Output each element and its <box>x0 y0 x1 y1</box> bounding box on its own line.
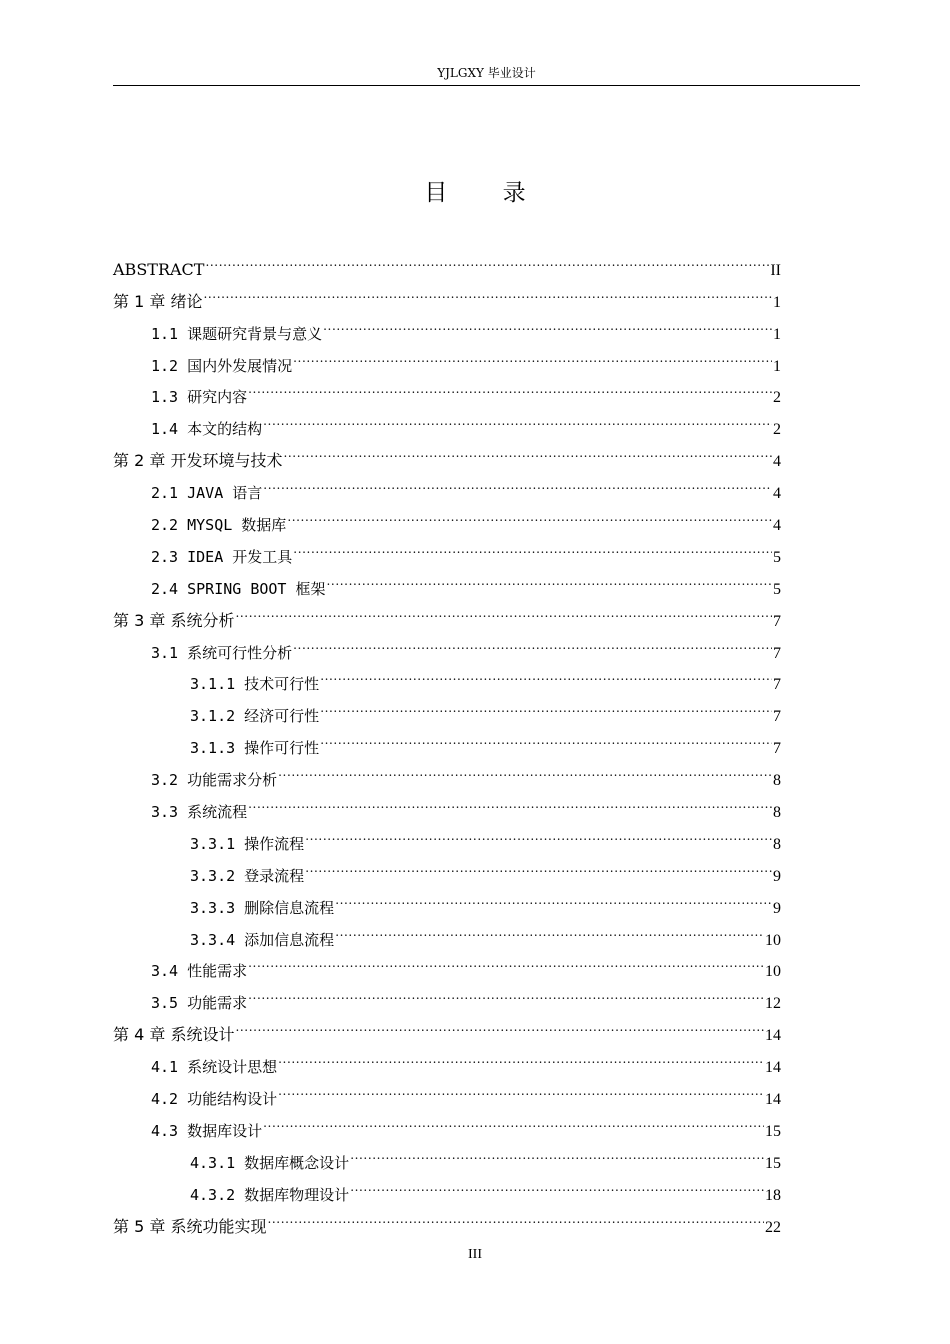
toc-dot-leader <box>350 1168 764 1200</box>
toc-entry-label: 第 2 章 开发环境与技术 <box>113 451 283 471</box>
toc-entry-page: 14 <box>765 1059 781 1077</box>
toc-dot-leader <box>263 466 772 498</box>
toc-entry-label: 4.2 功能结构设计 <box>151 1090 278 1109</box>
toc-entry-label: 3.3.3 删除信息流程 <box>190 898 335 917</box>
toc-entry-label: 2.2 MYSQL 数据库 <box>151 516 287 535</box>
toc-entry-label: 1.1 课题研究背景与意义 <box>151 324 323 343</box>
toc-entry-label: ABSTRACT <box>113 259 205 279</box>
toc-entry-page: 8 <box>773 804 781 822</box>
toc-entry-label: 3.3 系统流程 <box>151 803 248 822</box>
header-rule <box>113 85 860 86</box>
toc-entry-page: 7 <box>773 708 781 726</box>
toc-entry-label: 3.4 性能需求 <box>151 962 248 981</box>
toc-entry-page: 7 <box>773 740 781 758</box>
toc-entry-page: 4 <box>773 485 781 503</box>
toc-dot-leader <box>278 1072 764 1104</box>
toc-entry-label: 3.1.3 操作可行性 <box>190 739 320 758</box>
toc-dot-leader <box>335 913 764 945</box>
toc-entry-page: 7 <box>773 644 781 662</box>
toc-entry-label: 2.4 SPRING BOOT 框架 <box>151 579 326 598</box>
toc-dot-leader <box>320 721 772 753</box>
toc-entry-label: 第 5 章 系统功能实现 <box>113 1216 267 1236</box>
toc-entry-page: 18 <box>765 1186 781 1204</box>
table-of-contents <box>113 243 781 1236</box>
toc-entry-label: 2.1 JAVA 语言 <box>151 484 263 503</box>
toc-entry-label: 3.1 系统可行性分析 <box>151 643 293 662</box>
toc-entry-label: 4.3 数据库设计 <box>151 1121 263 1140</box>
toc-dot-leader <box>263 402 772 434</box>
toc-dot-leader <box>335 881 772 913</box>
toc-entry-page: 1 <box>773 293 781 311</box>
toc-entry-label: 第 1 章 绪论 <box>113 291 203 311</box>
toc-entry-label: 4.3.2 数据库物理设计 <box>190 1185 350 1204</box>
toc-entry-page: 8 <box>773 835 781 853</box>
toc-entry-label: 3.3.1 操作流程 <box>190 834 305 853</box>
toc-entry-label: 4.1 系统设计思想 <box>151 1058 278 1077</box>
toc-entry-page: 10 <box>765 963 781 981</box>
toc-dot-leader <box>327 562 773 594</box>
toc-dot-leader <box>305 849 772 881</box>
toc-entry[interactable] <box>113 275 781 311</box>
toc-entry[interactable] <box>113 243 781 279</box>
toc-entry-page: 9 <box>773 899 781 917</box>
toc-entry-label: 2.3 IDEA 开发工具 <box>151 547 293 566</box>
toc-entry-page: 22 <box>765 1218 781 1236</box>
toc-entry-page: 2 <box>773 421 781 439</box>
toc-entry-page: 12 <box>765 995 781 1013</box>
toc-entry-label: 3.3.4 添加信息流程 <box>190 930 335 949</box>
toc-entry-label: 第 3 章 系统分析 <box>113 610 235 630</box>
toc-dot-leader <box>320 689 772 721</box>
toc-entry-page: 14 <box>765 1091 781 1109</box>
toc-entry-page: 10 <box>765 931 781 949</box>
toc-entry-page: II <box>770 261 781 279</box>
toc-entry-page: 15 <box>765 1122 781 1140</box>
toc-dot-leader <box>203 275 772 307</box>
toc-entry-label: 第 4 章 系统设计 <box>113 1025 235 1045</box>
toc-entry[interactable] <box>113 307 781 343</box>
toc-entry-page: 7 <box>773 676 781 694</box>
toc-dot-leader <box>293 339 772 371</box>
toc-dot-leader <box>248 945 764 977</box>
toc-dot-leader <box>283 434 772 466</box>
toc-dot-leader <box>248 371 772 403</box>
toc-entry-page: 1 <box>773 357 781 375</box>
toc-entry-page: 1 <box>773 325 781 343</box>
toc-entry-page: 7 <box>773 612 781 630</box>
page-header: YJLGXY 毕业设计 <box>437 66 536 80</box>
toc-entry-page: 14 <box>765 1027 781 1045</box>
toc-entry-label: 3.3.2 登录流程 <box>190 866 305 885</box>
toc-dot-leader <box>263 1104 764 1136</box>
toc-title: 目 录 <box>424 180 550 206</box>
toc-entry-label: 3.1.2 经济可行性 <box>190 707 320 726</box>
toc-dot-leader <box>305 817 772 849</box>
toc-entry-page: 5 <box>773 548 781 566</box>
toc-dot-leader <box>235 594 772 626</box>
toc-entry-page: 9 <box>773 867 781 885</box>
toc-entry-label: 4.3.1 数据库概念设计 <box>190 1153 350 1172</box>
toc-entry-page: 15 <box>765 1154 781 1172</box>
toc-dot-leader <box>287 498 772 530</box>
toc-entry-label: 3.5 功能需求 <box>151 994 248 1013</box>
toc-dot-leader <box>267 1200 764 1232</box>
page-number: III <box>468 1247 482 1262</box>
toc-dot-leader <box>248 976 764 1008</box>
toc-dot-leader <box>320 658 772 690</box>
toc-entry-page: 4 <box>773 517 781 535</box>
toc-entry-label: 1.4 本文的结构 <box>151 420 263 439</box>
toc-entry-page: 5 <box>773 580 781 598</box>
toc-entry-page: 2 <box>773 389 781 407</box>
toc-dot-leader <box>235 1008 764 1040</box>
toc-dot-leader <box>278 753 772 785</box>
toc-dot-leader <box>205 243 769 275</box>
toc-entry-page: 4 <box>773 453 781 471</box>
toc-dot-leader <box>248 785 772 817</box>
toc-dot-leader <box>293 626 772 658</box>
toc-dot-leader <box>278 1040 764 1072</box>
toc-entry-label: 3.2 功能需求分析 <box>151 771 278 790</box>
toc-dot-leader <box>323 307 772 339</box>
toc-entry-label: 1.2 国内外发展情况 <box>151 356 293 375</box>
toc-entry-label: 1.3 研究内容 <box>151 388 248 407</box>
toc-dot-leader <box>293 530 772 562</box>
toc-entry-label: 3.1.1 技术可行性 <box>190 675 320 694</box>
toc-entry-page: 8 <box>773 772 781 790</box>
toc-dot-leader <box>350 1136 764 1168</box>
